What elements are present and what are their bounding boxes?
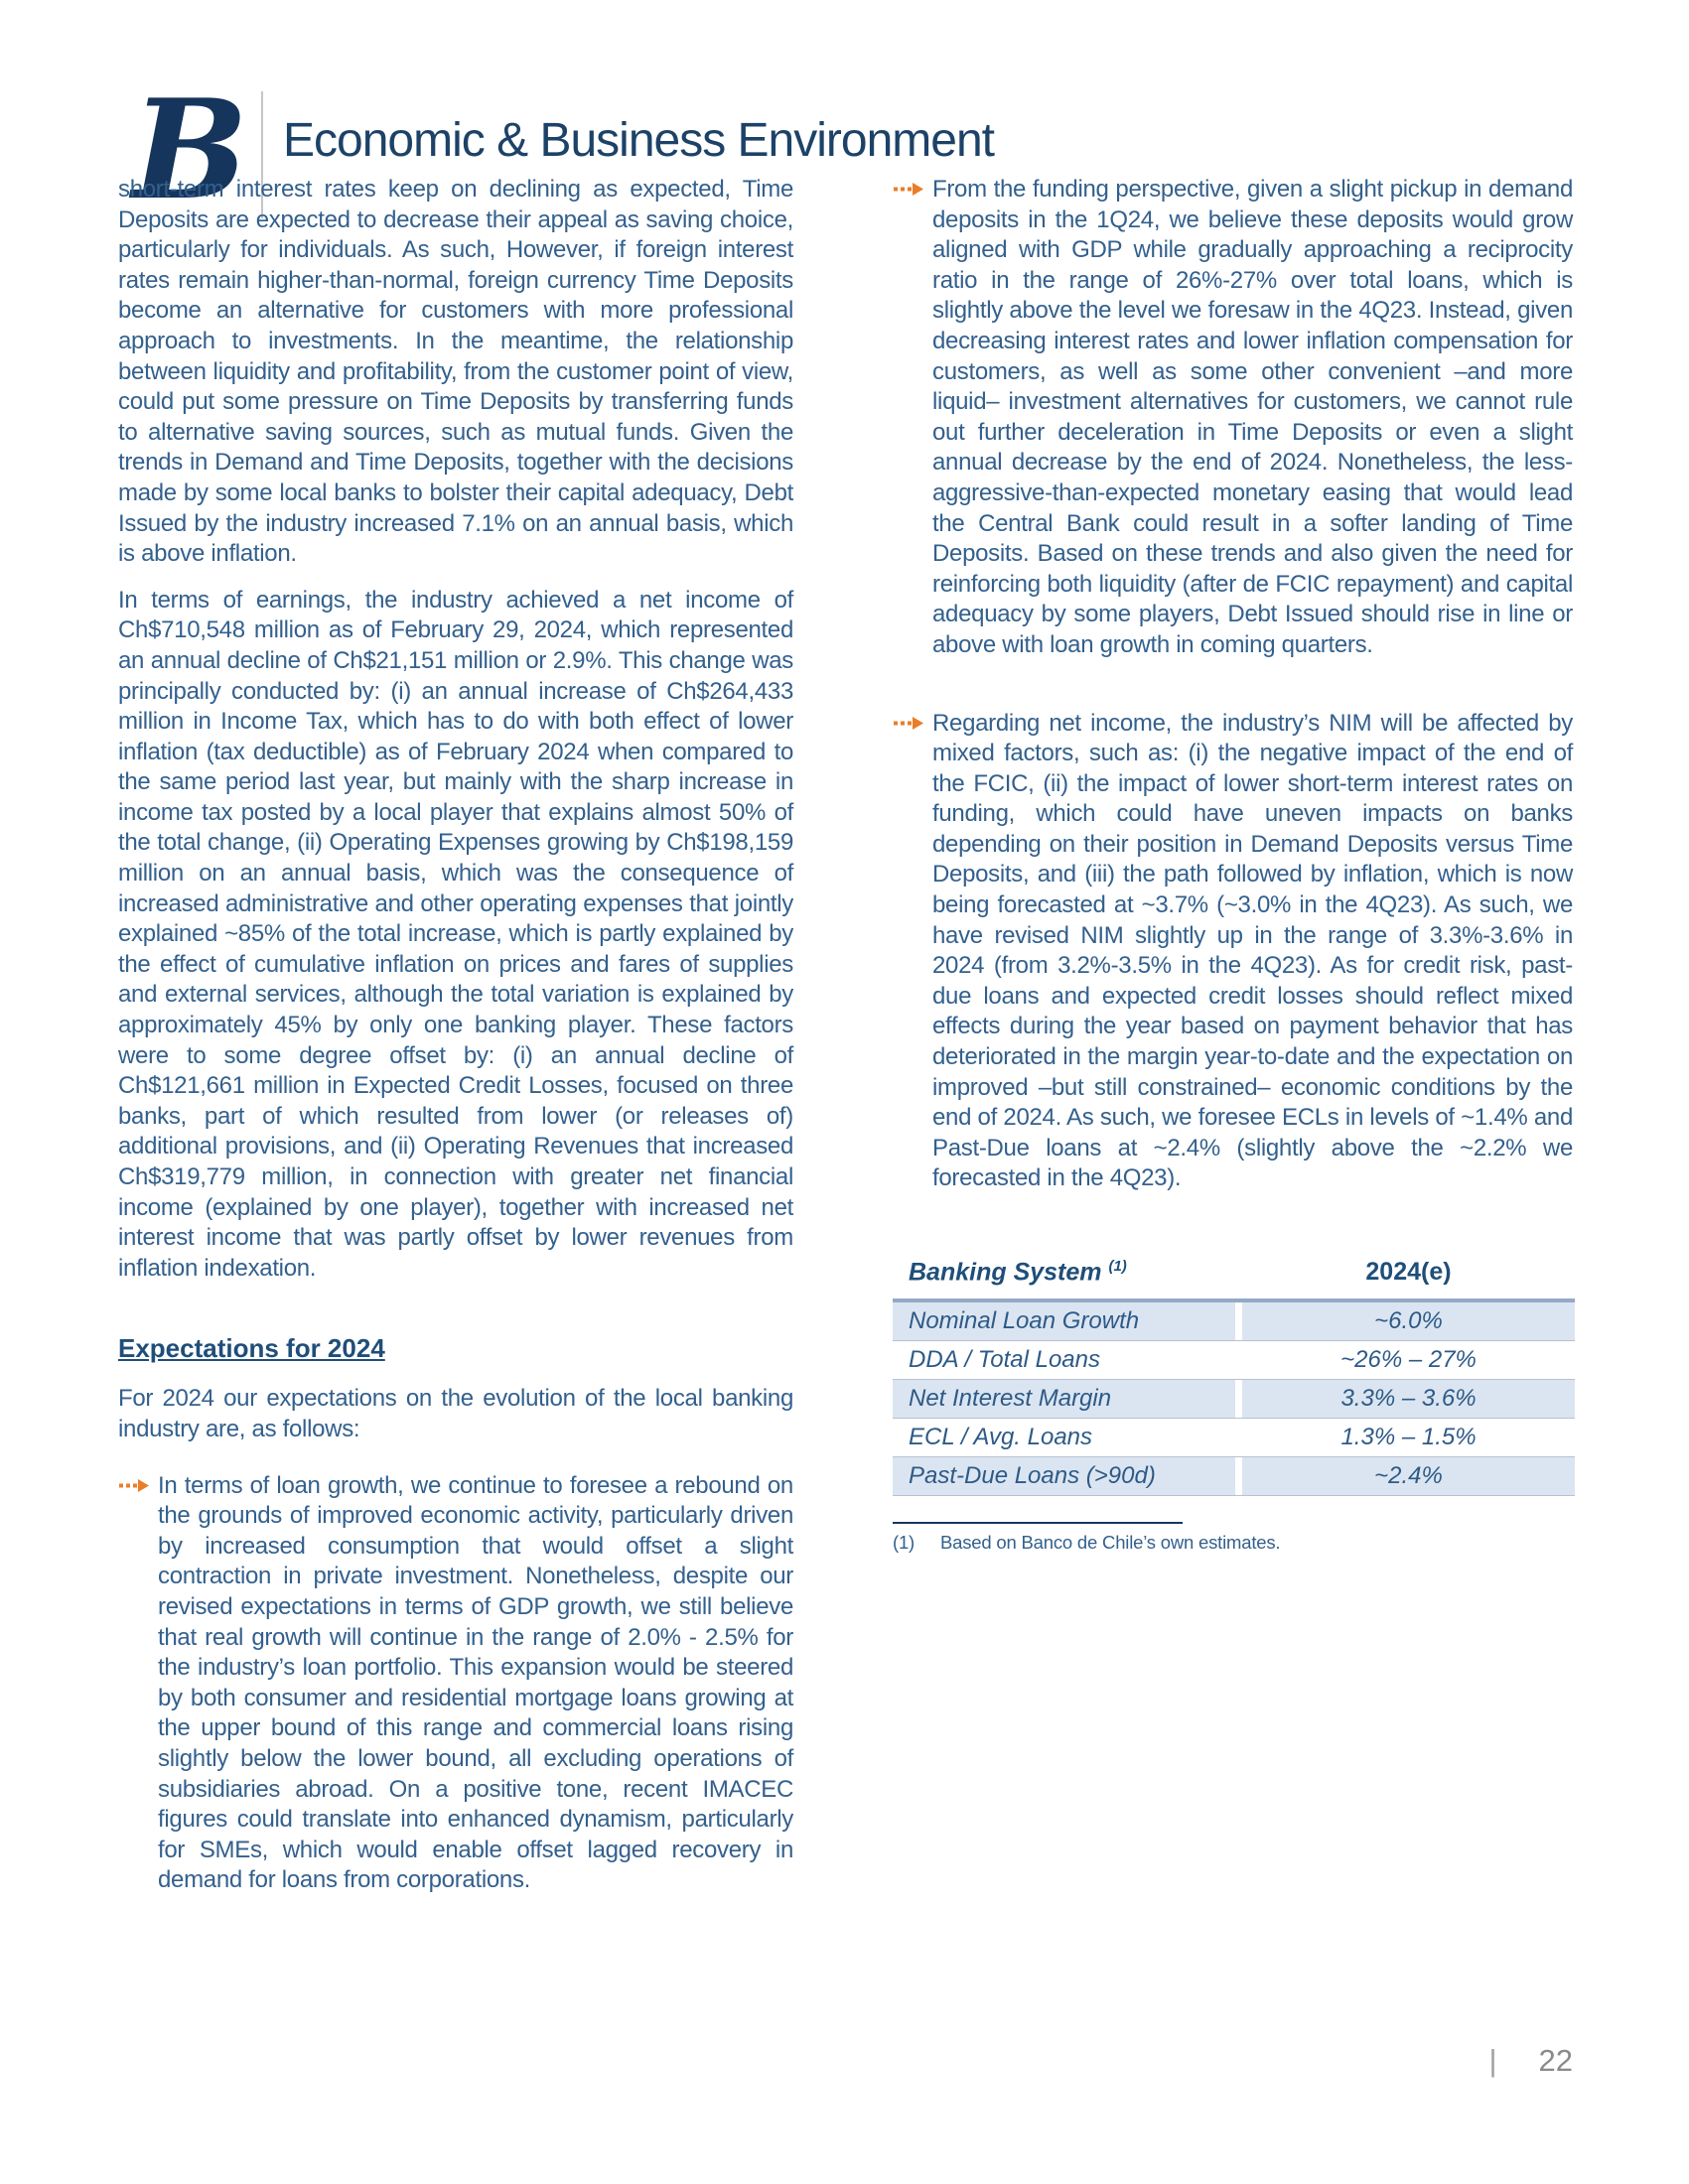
- table-row-value: ~2.4%: [1242, 1457, 1575, 1495]
- table-row-value: ~26% – 27%: [1340, 1346, 1477, 1374]
- bank-logo: B: [132, 68, 248, 230]
- table-row-label: Past-Due Loans (>90d): [893, 1457, 1235, 1495]
- table-column-header: 2024(e): [1365, 1258, 1452, 1287]
- table-row-label: ECL / Avg. Loans: [909, 1424, 1093, 1451]
- body-paragraph: short-term interest rates keep on declining as expected, Time Deposits are expected to decrease their appeal as saving choice, particularly for individuals. As such, However, if foreign interest rates remain higher-than-normal, foreign currency Time Deposits become an alternative for customers with more professional approach to investments. In the meantime, the relationship between liquidity and profitability, from the customer point of view, could put some pressure on Time Deposits by transferring funds to alternative saving sources, such as mutual funds. Given the trends in Demand and Time Deposits, together with the decisions made by some local banks to bolster their capital adequacy, Debt Issued by the industry increased 7.1% on an annual basis, which is above inflation.: [118, 176, 793, 568]
- bullet-text: Regarding net income, the industry’s NIM will be affected by mixed factors, such as: (i) the negative impact of the end of the FCIC, (ii) the impact of lower short-term interest rates on funding, which could have uneven impacts on banks depending on their position in Demand Deposits versus Time Deposits, and (iii) the path followed by inflation, which is now being forecasted at ~3.7% (~3.0% in the 4Q23). As such, we have revised NIM slightly up in the range of 3.3%-3.6% in 2024 (from 3.2%-3.5% in the 4Q23). As for credit risk, past-due loans and expected credit losses should reflect mixed effects during the year based on payment behavior that has deteriorated in the margin year-to-date and the expectation on improved –but still constrained– economic conditions by the end of 2024. As such, we foresee ECLs in levels of ~1.4% and Past-Due loans at ~2.4% (slightly above the ~2.2% we forecasted in the 4Q23).: [932, 709, 1573, 1192]
- table-title-text: Banking System: [909, 1258, 1102, 1287]
- footnote-text: Based on Banco de Chile’s own estimates.: [940, 1532, 1281, 1554]
- page-title: Economic & Business Environment: [283, 114, 994, 167]
- bullet-item: [118, 1471, 793, 1896]
- bullet-text: From the funding perspective, given a slight pickup in demand deposits in the 1Q24, we believe these deposits would grow aligned with GDP while gradually approaching a reciprocity ratio in the range of 26%-27% over total loans, which is slightly above the level we foresaw in the 4Q23. Instead, given decreasing interest rates and lower inflation compensation for customers, as well as some other convenient –and more liquid– investment alternatives for customers, we cannot rule out further deceleration in Time Deposits or even a slight annual decrease by the end of 2024. Nonetheless, the less-aggressive-than-expected monetary easing that would lead the Central Bank could result in a softer landing of Time Deposits. Based on these trends and also given the need for reinforcing both liquidity (after de FCIC repayment) and capital adequacy by some players, Debt Issued should rise in line or above with loan growth in coming quarters.: [932, 176, 1573, 658]
- table-header-row: [893, 1258, 1575, 1298]
- dashed-arrow-icon: [118, 1471, 158, 1896]
- table-row-value: 3.3% – 3.6%: [1242, 1380, 1575, 1418]
- banking-system-table: [893, 1258, 1575, 1554]
- table-title-footnote-ref: (1): [1108, 1258, 1127, 1275]
- table-row-value: 1.3% – 1.5%: [1340, 1424, 1477, 1451]
- dashed-arrow-icon: [893, 175, 932, 661]
- page-footer: [1488, 2043, 1573, 2079]
- left-column: [118, 175, 793, 1896]
- body-paragraph: In terms of earnings, the industry achieved a net income of Ch$710,548 million as of February 29, 2024, which represented an annual decline of Ch$21,151 million or 2.9%. This change was principally conducted by: (i) an annual increase of Ch$264,433 million in Income Tax, which has to do with both effect of lower inflation (tax deductible) as of February 2024 when compared to the same period last year, but mainly with the sharp increase in income tax posted by a local player that explains almost 50% of the total change, (ii) Operating Expenses growing by Ch$198,159 million on an annual basis, which was the consequence of increased administrative and other operating expenses that jointly explained ~85% of the total increase, which is partly explained by the effect of cumulative inflation on prices and fares of supplies and external services, although the total variation is explained by approximately 45% by only one banking player. These factors were to some degree offset by: (i) an annual decline of Ch$121,661 million in Expected Credit Losses, focused on three banks, part of which resulted from lower (or releases of) additional provisions, and (ii) Operating Revenues that increased Ch$319,779 million, in connection with greater net financial income (explained by one player), together with increased net interest income that was partly offset by lower revenues from inflation indexation.: [118, 586, 793, 1282]
- footnote-marker: (1): [893, 1532, 915, 1554]
- footnote-divider: [893, 1522, 1183, 1524]
- dashed-arrow-icon: [893, 709, 932, 1195]
- page-number: 22: [1538, 2043, 1573, 2078]
- table-row-label: Nominal Loan Growth: [893, 1302, 1235, 1340]
- bullet-item: [893, 709, 1573, 1195]
- table-body: [893, 1298, 1575, 1496]
- table-title: [893, 1258, 1242, 1287]
- table-footnote: [893, 1532, 1575, 1554]
- section-heading: Expectations for 2024: [118, 1333, 385, 1364]
- right-column: [893, 175, 1573, 1896]
- bullet-text: In terms of loan growth, we continue to foresee a rebound on the grounds of improved economic activity, particularly driven by increased consumption that would offset a slight contraction in private investment. Nonetheless, despite our revised expectations in terms of GDP growth, we still believe that real growth will continue in the range of 2.0% - 2.5% for the industry’s loan portfolio. This expansion would be steered by both consumer and residential mortgage loans growing at the upper bound of this range and commercial loans rising slightly below the lower bound, all excluding operations of subsidiaries abroad. On a positive tone, recent IMACEC figures could translate into enhanced dynamism, particularly for SMEs, which would enable offset lagged recovery in demand for loans from corporations.: [158, 1471, 793, 1894]
- table-row-label: DDA / Total Loans: [909, 1346, 1100, 1374]
- bullet-item: [893, 175, 1573, 661]
- page-header: [0, 0, 1689, 230]
- table-row: [893, 1419, 1575, 1457]
- table-row: [893, 1341, 1575, 1380]
- table-row: [893, 1457, 1575, 1496]
- table-row: [893, 1302, 1575, 1341]
- table-row-label: Net Interest Margin: [893, 1380, 1235, 1418]
- page-number-divider: |: [1488, 2043, 1497, 2078]
- two-column-body: [0, 175, 1689, 1896]
- table-row: [893, 1380, 1575, 1419]
- intro-paragraph: For 2024 our expectations on the evolution of the local banking industry are, as follows:: [118, 1385, 793, 1442]
- table-row-value: ~6.0%: [1242, 1302, 1575, 1340]
